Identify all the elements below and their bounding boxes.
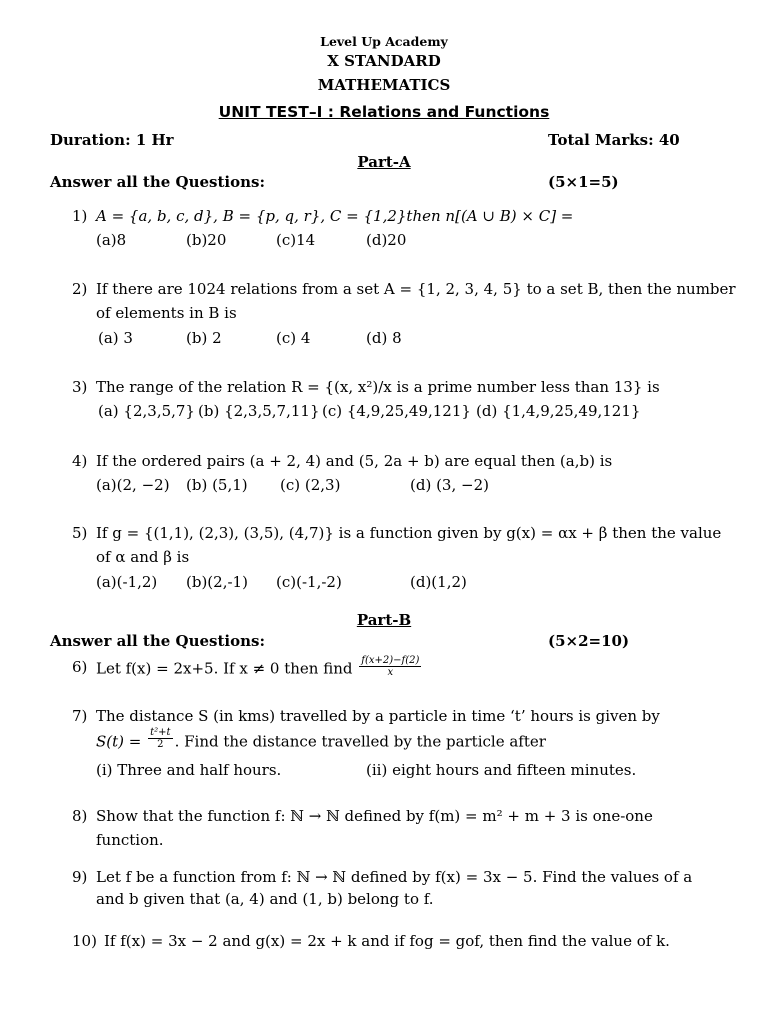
question-text-line1: The distance S (in kms) travelled by a particle in time ‘t’ hours is given by [96, 707, 660, 725]
option-a: (a) 3 [98, 329, 133, 347]
part-b-title: Part-B [356, 611, 412, 629]
fraction-numerator: t²+t [150, 727, 171, 738]
fraction [148, 727, 172, 750]
standard-title: X STANDARD [327, 52, 441, 70]
option-a: (a)(2, −2) [96, 476, 170, 494]
fraction [359, 655, 421, 678]
part-a-marks: (5×1=5) [548, 173, 619, 191]
question-number: 6) [72, 658, 88, 676]
question-text-line2: function. [96, 831, 164, 849]
question-text-line2: and b given that (a, 4) and (1, b) belong to f. [96, 890, 434, 908]
option-b: (b) (5,1) [186, 476, 248, 494]
question-number: 3) [72, 378, 88, 396]
question-number: 5) [72, 524, 88, 542]
option-b: (b)20 [186, 231, 227, 249]
part-b-instruction: Answer all the Questions: [50, 632, 265, 650]
question-text: The range of the relation R = {(x, x²)/x is a prime number less than 13} is [96, 378, 660, 396]
option-c: (c)(-1,-2) [276, 573, 342, 591]
question-number: 8) [72, 807, 88, 825]
option-c: (c)14 [276, 231, 316, 249]
question-text-line2: . Find the distance travelled by the particle after [174, 732, 546, 751]
question-text-line1: If there are 1024 relations from a set A = {1, 2, 3, 4, 5} to a set B, then the number [96, 280, 736, 298]
option-c: (c) {4,9,25,49,121} [322, 402, 471, 420]
option-a: (a)8 [96, 231, 127, 249]
question-text: If f(x) = 3x − 2 and g(x) = 2x + k and if fog = gof, then find the value of k. [104, 932, 670, 950]
option-a: (a)(-1,2) [96, 573, 158, 591]
question-number: 7) [72, 707, 88, 725]
part-a-title: Part-A [357, 153, 411, 171]
question-number: 2) [72, 280, 88, 298]
subject-title: MATHEMATICS [317, 76, 451, 94]
function-lhs: S(t) = [96, 732, 142, 751]
question-text: Let f(x) = 2x+5. If x ≠ 0 then find [96, 659, 353, 678]
option-d: (d) (3, −2) [410, 476, 489, 494]
question-text-line2: of elements in B is [96, 304, 237, 322]
sub-question-ii: (ii) eight hours and fifteen minutes. [366, 761, 637, 779]
option-d: (d)20 [366, 231, 407, 249]
option-b: (b) 2 [186, 329, 222, 347]
total-marks: Total Marks: 40 [548, 131, 680, 149]
option-d: (d)(1,2) [410, 573, 467, 591]
question-text-line1: If g = {(1,1), (2,3), (3,5), (4,7)} is a function given by g(x) = αx + β then the value [96, 524, 722, 542]
option-c: (c) 4 [276, 329, 311, 347]
option-d: (d) {1,4,9,25,49,121} [476, 402, 641, 420]
fraction-numerator: f(x+2)−f(2) [361, 655, 420, 666]
fraction-denominator: x [387, 667, 394, 678]
fraction-denominator: 2 [157, 739, 164, 750]
question-number: 9) [72, 868, 88, 886]
part-b-marks: (5×2=10) [548, 632, 630, 650]
option-b: (b)(2,-1) [186, 573, 248, 591]
option-b: (b) {2,3,5,7,11} [198, 402, 320, 420]
option-c: (c) (2,3) [280, 476, 341, 494]
question-number: 1) [72, 207, 88, 225]
part-a-instruction: Answer all the Questions: [50, 173, 265, 191]
question-text: If the ordered pairs (a + 2, 4) and (5, 2a + b) are equal then (a,b) is [96, 452, 613, 470]
option-a: (a) {2,3,5,7} [98, 402, 195, 420]
school-name: Level Up Academy [320, 34, 448, 49]
question-number: 10) [72, 932, 97, 950]
unit-title: UNIT TEST–I : Relations and Functions [218, 103, 550, 121]
duration: Duration: 1 Hr [50, 131, 174, 149]
question-number: 4) [72, 452, 88, 470]
option-d: (d) 8 [366, 329, 402, 347]
question-text: A = {a, b, c, d}, B = {p, q, r}, C = {1,2}then n[(A ∪ B) × C] = [96, 207, 574, 225]
question-text-line1: Show that the function f: ℕ → ℕ defined by f(m) = m² + m + 3 is one-one [96, 807, 653, 825]
question-text-line2: of α and β is [96, 548, 190, 566]
sub-question-i: (i) Three and half hours. [96, 761, 282, 779]
question-text-line1: Let f be a function from f: ℕ → ℕ defined by f(x) = 3x − 5. Find the values of a [96, 868, 693, 886]
